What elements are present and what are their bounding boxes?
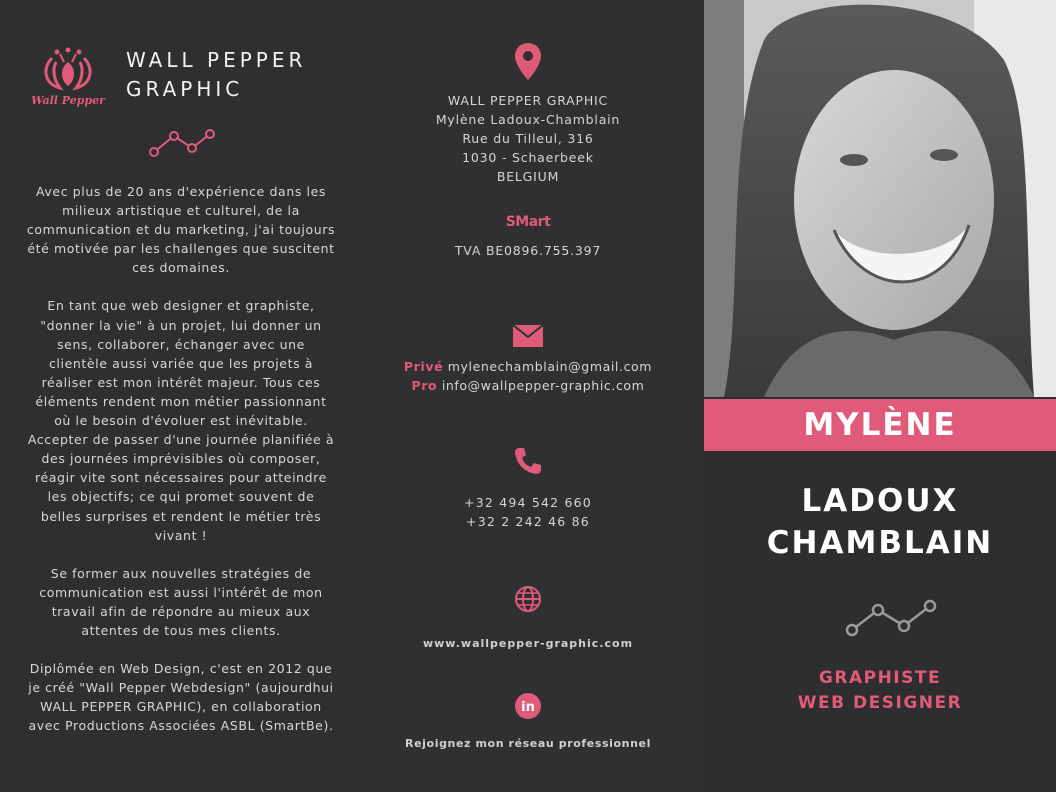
smart-logo: SMart	[505, 214, 551, 230]
phone-list	[352, 493, 704, 531]
email-private-row	[352, 357, 704, 376]
linkedin-icon[interactable]	[352, 692, 704, 724]
location-pin-icon	[352, 42, 704, 86]
contact-panel	[352, 0, 704, 792]
postal-address	[352, 91, 704, 186]
trend-line-icon	[842, 598, 942, 638]
website-link[interactable]: www.wallpepper-graphic.com	[422, 637, 634, 650]
trend-line-icon	[146, 126, 218, 158]
email-list	[352, 357, 704, 395]
globe-icon	[352, 585, 704, 617]
address-country: BELGIUM	[496, 169, 560, 184]
address-name: Mylène Ladoux-Chamblain	[435, 112, 621, 127]
address-company: WALL PEPPER GRAPHIC	[447, 93, 609, 108]
about-paragraph: En tant que web designer et graphiste, "donner la vie" à un projet, lui donner un sens, collaborer, échanger avec une clientèle aussi variée que les projets à réaliser est mon intérêt majeur. Tous ces éléments rendent mon métier passionnant où le besoin d'évoluer est inévitable. Accepter de passer d'une journée planifiée à des journées imprévisibles où composer, réagir vite sont nécessaires pour atteindre les objectifs; ce qui promet souvent de belles surprises et rendent le métier très vivant !	[27, 298, 335, 543]
left-panel	[0, 0, 352, 792]
email-pro-label: Pro	[411, 378, 438, 393]
job-title	[704, 666, 1056, 716]
vat-number: TVA BE0896.755.397	[454, 243, 602, 258]
email-pro-link[interactable]: info@wallpepper-graphic.com	[441, 378, 645, 393]
about-paragraph: Diplômée en Web Design, c'est en 2012 que je créé "Wall Pepper Webdesign" (aujourdhui WALL PEPPER GRAPHIC), en collaboration avec Productions Associées ASBL (SmartBe).	[28, 661, 334, 734]
brand-title-line1: WALL PEPPER	[126, 48, 307, 72]
email-private-label: Privé	[403, 359, 444, 374]
brand-title	[126, 46, 306, 104]
email-pro-row	[352, 376, 704, 395]
address-street: Rue du Tilleul, 316	[462, 131, 594, 146]
portrait-photo	[704, 0, 1056, 397]
envelope-icon	[352, 324, 704, 352]
job-title-line1: GRAPHISTE	[818, 668, 942, 688]
logo-text: Wall Pepper	[31, 94, 105, 107]
about-paragraph: Se former aux nouvelles stratégies de communication est aussi l'intérêt de mon travail afin de répondre au mieux aux attentes de tous mes clients.	[39, 565, 323, 638]
last-name-line2: CHAMBLAIN	[766, 525, 994, 561]
linkedin-invite[interactable]: Rejoignez mon réseau professionnel	[405, 737, 651, 750]
profile-panel	[704, 0, 1056, 792]
about-paragraph: Avec plus de 20 ans d'expérience dans les milieux artistique et culturel, de la communication et du marketing, j'ai toujours été motivée par les challenges que suscitent ces domaines.	[26, 184, 336, 276]
about-text	[26, 182, 336, 754]
wall-pepper-logo	[30, 44, 106, 108]
email-private-link[interactable]: mylenechamblain@gmail.com	[447, 359, 653, 374]
phone-landline[interactable]: +32 2 242 46 86	[466, 514, 590, 529]
phone-mobile[interactable]: +32 494 542 660	[464, 495, 592, 510]
last-name	[704, 480, 1056, 564]
phone-icon	[352, 446, 704, 480]
last-name-line1: LADOUX	[801, 483, 959, 519]
first-name: MYLÈNE	[803, 407, 957, 443]
linkedin-icon-text: in	[521, 700, 535, 715]
job-title-line2: WEB DESIGNER	[797, 693, 963, 713]
brand-title-line2: GRAPHIC	[126, 77, 244, 101]
address-city: 1030 - Schaerbeek	[462, 150, 594, 165]
